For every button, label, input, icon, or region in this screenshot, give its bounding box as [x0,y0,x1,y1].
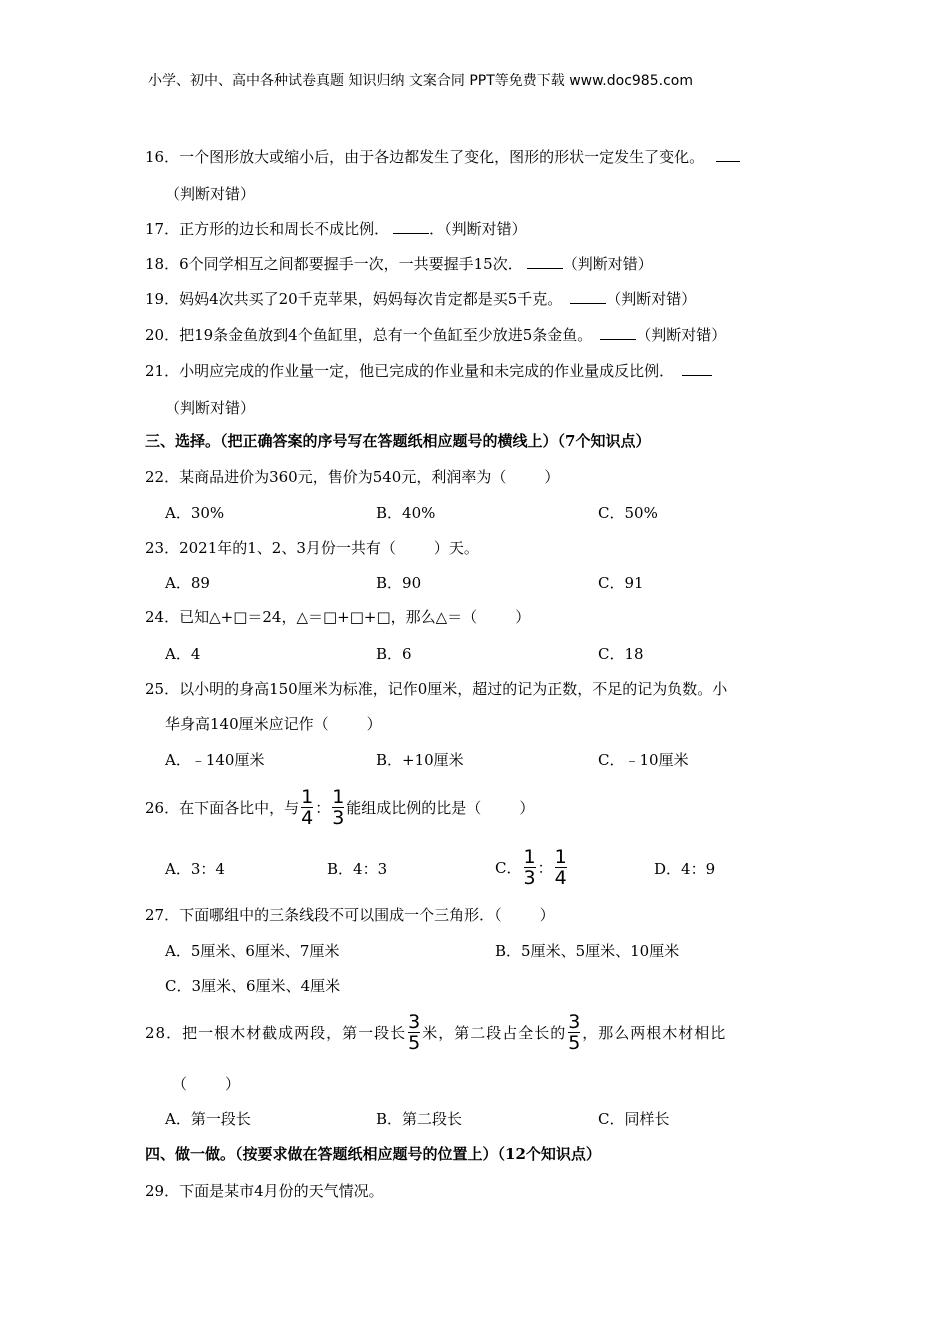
fraction-one-quarter: $\frac{1}{4}$ [554,845,567,889]
q28-option-c[interactable]: C．同样长 [598,1110,670,1128]
question-25-line2 [165,713,382,734]
option-label: C． [495,858,522,877]
q27-option-a[interactable]: A．5厘米、6厘米、7厘米 [165,942,340,960]
paren-close: ）天。 [433,539,479,557]
q25-option-c[interactable]: C．﹣10厘米 [598,751,689,769]
paren-close: ） [515,608,531,626]
question-18 [145,253,653,274]
paren-close: ） [366,715,382,733]
q28-option-a[interactable]: A．第一段长 [165,1110,251,1128]
paren-open: （ [172,1075,188,1093]
question-number: 17． [145,220,180,238]
question-text: 华身高140厘米应记作（ [165,715,329,733]
question-16-suffix: （判断对错） [165,185,256,203]
q26-option-c[interactable] [495,845,569,889]
question-text: 28．把一根木材截成两段，第一段长 [145,1023,407,1042]
question-25-line1: 25．以小明的身高150厘米为标准，记作0厘米，超过的记为正数，不足的记为负数。小 [145,680,728,698]
q22-option-b[interactable]: B．40% [376,504,436,522]
question-19 [145,288,696,309]
q26-option-b[interactable]: B．4：3 [327,860,388,878]
q27-option-b[interactable]: B．5厘米、5厘米、10厘米 [495,942,680,960]
question-21 [145,360,712,381]
question-22 [145,466,559,487]
question-text: 26．在下面各比中，与 [145,798,300,817]
ratio-colon: ： [315,798,331,817]
answer-blank[interactable] [600,325,636,340]
fraction-one-third: $\frac{1}{3}$ [332,785,345,829]
question-suffix: （判断对错） [636,326,727,344]
q26-option-a[interactable]: A．3：4 [165,860,225,878]
question-suffix: （判断对错） [606,290,697,308]
ratio-colon: ： [537,858,553,877]
question-number: 19． [145,290,180,308]
question-number: 20． [145,326,180,344]
q27-option-c[interactable]: C．3厘米、6厘米、4厘米 [165,977,341,995]
question-text: 把19条金鱼放到4个鱼缸里，总有一个鱼缸至少放进5条金鱼。 [179,326,593,344]
answer-blank[interactable] [393,219,429,234]
question-21-suffix: （判断对错） [165,399,256,417]
q24-option-b[interactable]: B．6 [376,645,412,663]
question-text: 妈妈4次共买了20千克苹果，妈妈每次肯定都是买5千克。 [179,290,563,308]
answer-blank[interactable] [716,147,740,162]
q22-option-a[interactable]: A．30% [165,504,225,522]
question-number: 21． [145,362,180,380]
fraction-one-quarter: $\frac{1}{4}$ [301,785,314,829]
question-26 [145,785,534,829]
paren-close: ） [544,468,560,486]
question-suffix: ．（判断对错） [429,220,527,238]
q24-option-a[interactable]: A．4 [165,645,201,663]
q26-option-d[interactable]: D．4：9 [654,860,716,878]
paren-close: ） [225,1075,241,1093]
question-text-tail: ，那么两根木材相比 [582,1023,727,1042]
q22-option-c[interactable]: C．50% [598,504,658,522]
question-text: 27．下面哪组中的三条线段不可以围成一个三角形．（ [145,906,502,924]
question-23 [145,537,479,558]
question-16 [145,146,740,167]
paren-close: ） [539,906,555,924]
question-text: 6个同学相互之间都要握手一次，一共要握手15次． [179,255,523,273]
question-24 [145,606,530,627]
question-text: 小明应完成的作业量一定，他已完成的作业量和未完成的作业量成反比例． [179,362,675,380]
q23-option-a[interactable]: A．89 [165,574,210,592]
question-29: 29．下面是某市4月份的天气情况。 [145,1182,384,1200]
q25-option-a[interactable]: A．﹣140厘米 [165,751,265,769]
q28-option-b[interactable]: B．第二段长 [376,1110,463,1128]
question-17 [145,218,527,239]
question-text: 22．某商品进价为360元，售价为540元，利润率为（ [145,468,507,486]
question-suffix: （判断对错） [562,255,653,273]
paren-close: ） [519,798,535,817]
answer-blank[interactable] [682,361,712,376]
section-3-heading: 三、选择。（把正确答案的序号写在答题纸相应题号的横线上）（7个知识点） [145,432,651,450]
q25-option-b[interactable]: B．+10厘米 [376,751,464,769]
fraction-three-fifths: $\frac{3}{5}$ [568,1010,581,1054]
fraction-one-third: $\frac{1}{3}$ [523,845,536,889]
question-28-paren [172,1073,240,1094]
question-text: 24．已知△+□＝24，△＝□+□+□，那么△＝（ [145,608,478,626]
fraction-three-fifths: $\frac{3}{5}$ [408,1010,421,1054]
q23-option-c[interactable]: C．91 [598,574,644,592]
question-text: 23．2021年的1、2、3月份一共有（ [145,539,396,557]
question-27 [145,904,555,925]
q24-option-c[interactable]: C．18 [598,645,644,663]
q23-option-b[interactable]: B．90 [376,574,422,592]
question-text-mid: 米，第二段占全长的 [422,1023,567,1042]
answer-blank[interactable] [570,289,606,304]
question-number: 16． [145,148,180,166]
answer-blank[interactable] [527,254,563,269]
question-text: 一个图形放大或缩小后，由于各边都发生了变化，图形的形状一定发生了变化。 [179,148,705,166]
question-text: 正方形的边长和周长不成比例． [179,220,390,238]
question-number: 18． [145,255,180,273]
question-text-tail: 能组成比例的比是（ [346,798,482,817]
page-header: 小学、初中、高中各种试卷真题 知识归纳 文案合同 PPT等免费下载 www.doc985.com [148,73,693,89]
question-28 [145,1010,726,1054]
section-4-heading: 四、做一做。（按要求做在答题纸相应题号的位置上）（12个知识点） [145,1145,601,1163]
question-20 [145,324,726,345]
